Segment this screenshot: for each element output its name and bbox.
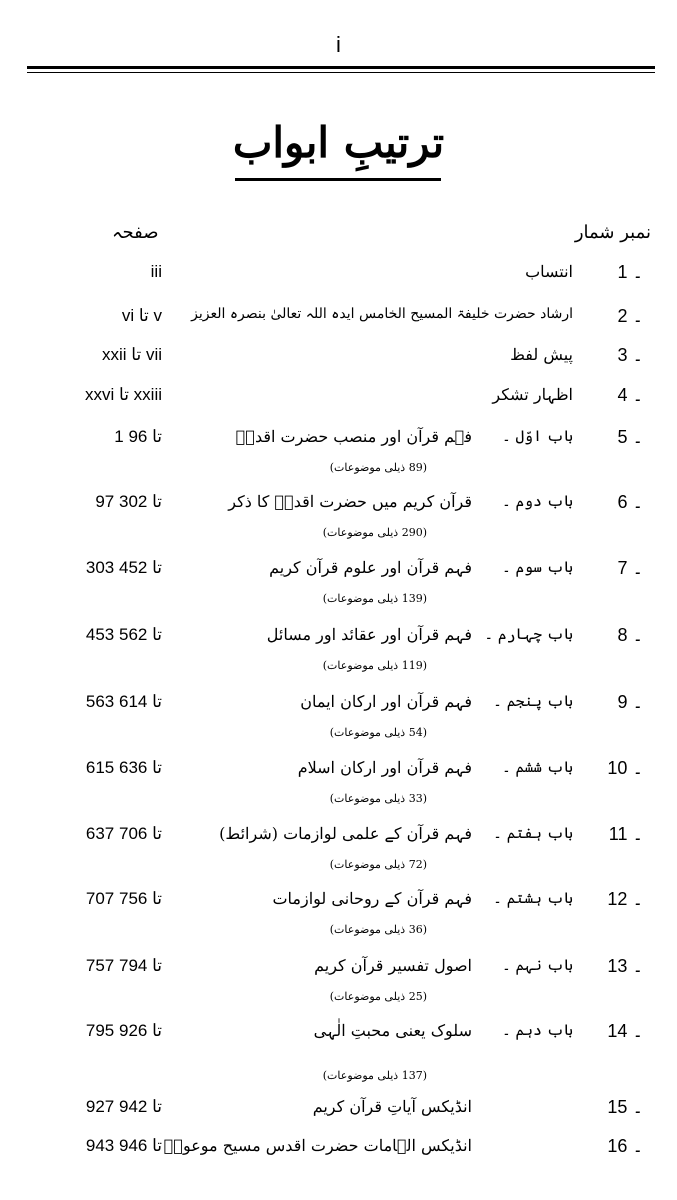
page-header: صفحہ — [112, 222, 159, 243]
row-number: 7 ۔ — [617, 558, 643, 578]
subtopic-count: (139 ذیلی موضوعات) — [322, 592, 427, 605]
subtopic-count: (119 ذیلی موضوعات) — [322, 659, 427, 672]
row-number: 12 ۔ — [607, 889, 643, 909]
title-underline — [235, 178, 441, 181]
chapter-label: باب اوّل ۔ — [501, 427, 573, 445]
toc-row — [0, 262, 677, 292]
row-pages: 637 تا 706 — [85, 824, 162, 843]
toc-row — [0, 345, 677, 375]
row-pages: 97 تا 302 — [95, 492, 162, 511]
toc-row — [0, 1136, 677, 1166]
row-pages: vi تا v — [121, 306, 162, 325]
row-number: 4 ۔ — [617, 385, 643, 405]
chapter-label: باب پنجم ۔ — [493, 692, 573, 710]
row-number: 6 ۔ — [617, 492, 643, 512]
subtopic-count: (25 ذیلی موضوعات) — [329, 990, 427, 1003]
row-title: فہم قرآن اور ارکان اسلام — [297, 758, 472, 777]
serial-header: نمبر شمار — [574, 222, 651, 243]
row-pages: 795 تا 926 — [85, 1021, 162, 1040]
row-title: سلوک یعنی محبتِ الٰہی — [313, 1021, 472, 1040]
chapter-label: باب ششم ۔ — [501, 758, 573, 776]
chapter-label: باب سوم ۔ — [501, 558, 573, 576]
toc-row — [0, 758, 677, 805]
chapter-label: باب نہم ۔ — [501, 956, 573, 974]
toc-row — [0, 306, 677, 336]
subtopic-count: (33 ذیلی موضوعات) — [329, 792, 427, 805]
toc-row — [0, 558, 677, 605]
row-title: پیش لفظ — [510, 345, 573, 364]
row-pages: 563 تا 614 — [85, 692, 162, 711]
row-number: 5 ۔ — [617, 427, 643, 447]
chapter-label: باب ہفتم ۔ — [493, 824, 573, 842]
row-pages: xxii تا vii — [102, 345, 162, 364]
toc-row — [0, 492, 677, 539]
row-title: ارشاد حضرت خلیفۃ المسیح الخامس ایدہ اللہ تعالیٰ بنصرہ العزیز — [191, 306, 573, 322]
row-title: اصول تفسیر قرآن کریم — [314, 956, 472, 975]
row-number: 9 ۔ — [617, 692, 643, 712]
row-title: فہم قرآن کے علمی لوازمات (شرائط) — [219, 824, 472, 843]
row-number: 14 ۔ — [607, 1021, 643, 1041]
page-title: ترتیبِ ابواب — [232, 118, 445, 167]
subtopic-count: (89 ذیلی موضوعات) — [329, 461, 427, 474]
row-title: انڈیکس آیاتِ قرآن کریم — [312, 1097, 472, 1116]
row-number: 16 ۔ — [607, 1136, 643, 1156]
row-number: 8 ۔ — [617, 625, 643, 645]
subtopic-count: (137 ذیلی موضوعات) — [322, 1069, 427, 1082]
toc-row — [0, 625, 677, 672]
row-pages: 615 تا 636 — [85, 758, 162, 777]
subtopic-count: (72 ذیلی موضوعات) — [329, 858, 427, 871]
row-title: انتساب — [525, 262, 573, 281]
subtopic-count: (54 ذیلی موضوعات) — [329, 726, 427, 739]
row-pages: xxvi تا xxiii — [85, 385, 162, 404]
row-title: فہم قرآن اور منصب حضرت اقدسؑ — [235, 427, 472, 446]
subtopic-count: (290 ذیلی موضوعات) — [322, 526, 427, 539]
row-pages: 303 تا 452 — [85, 558, 162, 577]
row-number: 13 ۔ — [607, 956, 643, 976]
top-rule-thin — [27, 72, 655, 73]
row-number: 2 ۔ — [617, 306, 643, 326]
toc-row — [0, 889, 677, 936]
row-title: قرآن کریم میں حضرت اقدسؑ کا ذکر — [228, 492, 472, 511]
row-pages: iii — [150, 262, 162, 281]
row-pages: 1 تا 96 — [114, 427, 162, 446]
chapter-label: باب دوم ۔ — [501, 492, 573, 510]
subtopic-count: (36 ذیلی موضوعات) — [329, 923, 427, 936]
toc-row — [0, 385, 677, 415]
chapter-label: باب چہارم ۔ — [484, 625, 573, 643]
row-number: 1 ۔ — [617, 262, 643, 282]
row-number: 3 ۔ — [617, 345, 643, 365]
row-title: فہم قرآن کے روحانی لوازمات — [272, 889, 472, 908]
toc-row — [0, 1097, 677, 1127]
toc-row — [0, 956, 677, 1003]
toc-row — [0, 1021, 677, 1082]
row-pages: 707 تا 756 — [85, 889, 162, 908]
row-pages: 757 تا 794 — [85, 956, 162, 975]
chapter-label: باب دہم ۔ — [501, 1021, 573, 1039]
row-pages: 943 تا 946 — [85, 1136, 162, 1155]
toc-row — [0, 692, 677, 739]
row-pages: 453 تا 562 — [85, 625, 162, 644]
toc-row — [0, 427, 677, 474]
row-title: فہم قرآن اور عقائد اور مسائل — [266, 625, 472, 644]
row-number: 10 ۔ — [607, 758, 643, 778]
page-number: i — [336, 32, 341, 57]
row-title: اظہار تشکر — [492, 385, 573, 404]
row-number: 11 ۔ — [608, 824, 643, 844]
row-number: 15 ۔ — [607, 1097, 643, 1117]
row-pages: 927 تا 942 — [85, 1097, 162, 1116]
row-title: فہم قرآن اور علوم قرآن کریم — [269, 558, 472, 577]
row-title: انڈیکس الہامات حضرت اقدس مسیح موعودؑ — [163, 1136, 472, 1155]
toc-row — [0, 824, 677, 871]
top-rule-thick — [27, 66, 655, 69]
row-title: فہم قرآن اور ارکان ایمان — [300, 692, 472, 711]
chapter-label: باب ہشتم ۔ — [493, 889, 573, 907]
